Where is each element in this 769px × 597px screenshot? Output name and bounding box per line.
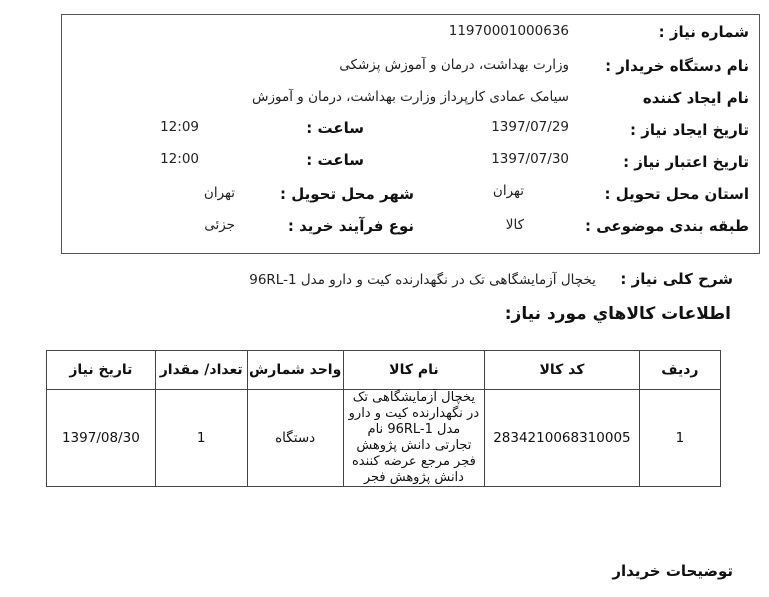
- need-number-value: 11970001000636: [448, 23, 569, 39]
- buyer-org-label: نام دستگاه خریدار :: [605, 57, 749, 75]
- buyer-org-value: وزارت بهداشت، درمان و آموزش پزشکی: [339, 57, 569, 73]
- purchase-type-value: جزئی: [204, 217, 235, 233]
- delivery-province-value: تهران: [492, 183, 524, 199]
- cell-date: 1397/08/30: [47, 390, 156, 487]
- need-number-label: شماره نیاز :: [658, 23, 749, 41]
- col-qty: تعداد/ مقدار: [155, 351, 247, 390]
- cell-qty: 1: [155, 390, 247, 487]
- creator-label: نام ایجاد کننده: [642, 89, 749, 107]
- delivery-city-value: تهران: [203, 185, 235, 201]
- items-table: [46, 350, 721, 487]
- cell-row-no: 1: [639, 390, 720, 487]
- category-value: کالا: [505, 217, 524, 233]
- col-unit: واحد شمارش: [247, 351, 343, 390]
- delivery-city-label: شهر محل تحویل :: [279, 185, 414, 203]
- purchase-type-label: نوع فرآیند خرید :: [287, 217, 414, 235]
- table-header-row: [47, 351, 721, 390]
- validity-date-label: تاریخ اعتبار نیاز :: [623, 153, 749, 171]
- cell-code: 2834210068310005: [485, 390, 640, 487]
- col-row-no: ردیف: [639, 351, 720, 390]
- delivery-province-label: استان محل تحویل :: [604, 185, 749, 203]
- col-code: کد کالا: [485, 351, 640, 390]
- creator-value: سیامک عمادی کارپرداز وزارت بهداشت، درمان و آموزش: [252, 89, 569, 105]
- items-section-title: اطلاعات کالاهاي مورد نیاز:: [504, 304, 731, 324]
- col-date: تاریخ نیاز: [47, 351, 156, 390]
- general-description: [249, 270, 733, 288]
- validity-date-value: 1397/07/30: [491, 151, 569, 167]
- cell-unit: دستگاه: [247, 390, 343, 487]
- cell-name: یخچال آزمایشگاهی تک در نگهدارنده کیت و دارو مدل 96RL-1 نام تجارتی دانش پژوهش فجر مرجع عرضه کننده دانش پژوهش فجر: [343, 390, 484, 487]
- need-info-box: [61, 14, 760, 254]
- created-time-value: 12:09: [160, 119, 199, 135]
- need-number-row: [659, 23, 749, 41]
- buyer-notes-label: توضیحات خریدار: [612, 562, 733, 580]
- validity-time-value: 12:00: [160, 151, 199, 167]
- table-row: [47, 390, 721, 487]
- validity-time-label: ساعت :: [306, 151, 364, 169]
- col-name: نام کالا: [343, 351, 484, 390]
- created-date-label: تاریخ ایجاد نیاز :: [630, 121, 749, 139]
- created-time-label: ساعت :: [306, 119, 364, 137]
- created-date-value: 1397/07/29: [491, 119, 569, 135]
- description-value: یخچال آزمایشگاهی تک در نگهدارنده کیت و دارو مدل 96RL-1: [249, 272, 596, 288]
- category-label: طبقه بندی موضوعی :: [585, 217, 749, 235]
- description-label: شرح کلی نیاز :: [620, 270, 733, 288]
